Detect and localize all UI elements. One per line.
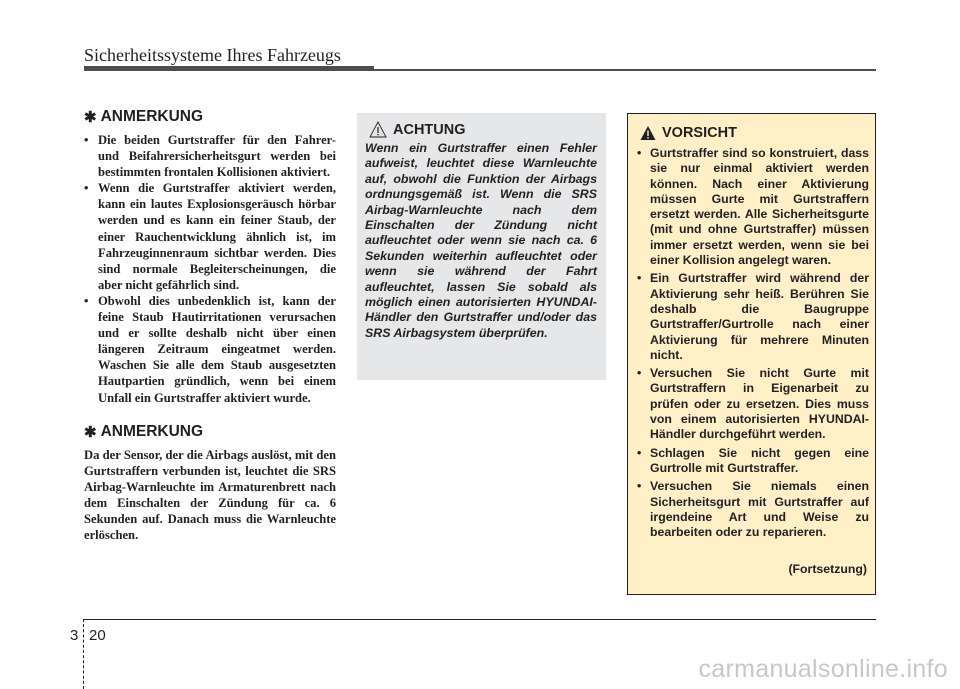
vorsicht-item (637, 366, 869, 442)
note-1-item-text: Obwohl dies unbedenklich ist, kann der feine Staub Hautirritationen verursachen und er sollte deshalb nicht über einen längeren Zeitraum eingeatmet werden. Waschen Sie alle dem Staub ausgesetzten Hautpartien gründlich, wenn bei einem Unfall ein Gurtstraffer aktiviert wurde. (98, 293, 336, 405)
bullet-icon: • (637, 146, 642, 160)
asterisk-icon: ✱ (84, 109, 97, 126)
vorsicht-item (637, 271, 869, 363)
note-heading-1-label: ANMERKUNG (100, 108, 204, 125)
bullet-icon: • (637, 445, 642, 460)
achtung-heading (369, 121, 466, 138)
vorsicht-item-text: Versuchen Sie nicht Gurte mit Gurtstraffern in Eigenarbeit zu prüfen oder zu ersetzen. Dies muss von einem autorisierten HYUNDAI-Händler durchgeführt werden. (650, 366, 869, 442)
achtung-title: ACHTUNG (393, 121, 466, 138)
watermark-text: carmanualsonline.info (698, 655, 948, 683)
vorsicht-item-text: Gurtstraffer sind so konstruiert, dass sie nur einmal aktiviert werden können. Nach einer Aktivierung müssen Gurte mit Gurtstraffern ersetzt werden. Alle Sicherheitsgurte (mit und ohne Gurtstraffer) müssen immer ersetzt werden, wenn sie bei einer Kollision angelegt waren. (650, 146, 869, 268)
vorsicht-item (637, 479, 869, 540)
note-heading-2 (84, 423, 336, 441)
header-rule-thin (374, 69, 876, 71)
vorsicht-item (637, 446, 869, 477)
note-1-item-text: Die beiden Gurtstraffer für den Fahrer- und Beifahrersicherheitsgurt werden bei bestimmten frontalen Kollisionen aktiviert. (98, 133, 336, 180)
vorsicht-item (637, 146, 869, 268)
page-number: 20 (89, 627, 106, 644)
note-1-item (84, 132, 336, 180)
note-1-list (84, 132, 336, 406)
chapter-number: 3 (70, 627, 79, 644)
vorsicht-item-text: Versuchen Sie niemals einen Sicherheitsgurt mit Gurtstraffer auf irgendeine Art und Weise zu bearbeiten oder zu reparieren. (650, 479, 869, 540)
vorsicht-title: VORSICHT (662, 125, 737, 141)
note-1-item-text: Wenn die Gurtstraffer aktiviert werden, kann ein lautes Explosionsgeräusch hörbar werden und es kann ein feiner Staub, der einer Rauchentwicklung ähnlich ist, im Fahrzeuginnenraum sichtbar werden. Dies sind normale Begleiterscheinungen, die aber nicht gefährlich sind. (98, 181, 336, 292)
bullet-icon: • (637, 366, 642, 381)
header-rule-thick (84, 66, 374, 71)
achtung-text: Wenn ein Gurtstraffer einen Fehler aufweist, leuchtet diese Warnleuchte auf, obwohl die Funktion der Airbags ordnungsgemäß ist. Wenn die SRS Airbag-Warnleuchte nach dem Einschalten der Zündung nicht aufleuchtet oder wenn sie nach ca. 6 Sekunden weiterhin aufleuchtet oder wenn sie während der Fahrt aufleuchtet, lassen Sie sobald als möglich einen autorisierten HYUNDAI-Händler den Gurtstraffer und/oder das SRS Airbagsystem überprüfen. (365, 141, 597, 340)
bullet-icon: • (84, 133, 89, 147)
note-2 (84, 423, 336, 544)
vorsicht-item-text: Schlagen Sie nicht gegen eine Gurtrolle mit Gurtstraffer. (650, 445, 869, 475)
note-1-item (84, 293, 336, 406)
bullet-icon: • (84, 293, 89, 308)
bullet-icon: • (637, 271, 642, 286)
achtung-box (357, 113, 606, 380)
continued-label: (Fortsetzung) (788, 562, 867, 576)
vorsicht-heading (640, 125, 737, 141)
bullet-icon: • (637, 479, 642, 494)
left-column (84, 108, 336, 543)
asterisk-icon: ✱ (84, 423, 97, 441)
warning-triangle-icon (640, 125, 656, 141)
vorsicht-list (637, 146, 869, 543)
note-heading-2-label: ANMERKUNG (100, 422, 204, 440)
note-1-item (84, 180, 336, 293)
footer-divider (83, 619, 84, 689)
vorsicht-item-text: Ein Gurtstraffer wird während der Aktivierung sehr heiß. Berühren Sie deshalb die Baugruppe Gurtstraffer/Gurtrolle nach einer Aktivierung für mehrere Minuten nicht. (650, 271, 869, 362)
vorsicht-box (627, 113, 876, 595)
note-2-text: Da der Sensor, der die Airbags auslöst, mit den Gurtstraffern verbunden ist, leuchtet die SRS Airbag-Warnleuchte im Armaturenbrett nach dem Einschalten der Zündung für ca. 6 Sekunden auf. Danach muss die Warnleuchte erlöschen. (84, 447, 336, 543)
note-heading-1 (84, 108, 336, 126)
bullet-icon: • (84, 181, 89, 196)
footer-rule (84, 619, 876, 620)
warning-triangle-icon (369, 121, 387, 138)
page-header-title: Sicherheitssysteme Ihres Fahrzeugs (84, 45, 341, 65)
